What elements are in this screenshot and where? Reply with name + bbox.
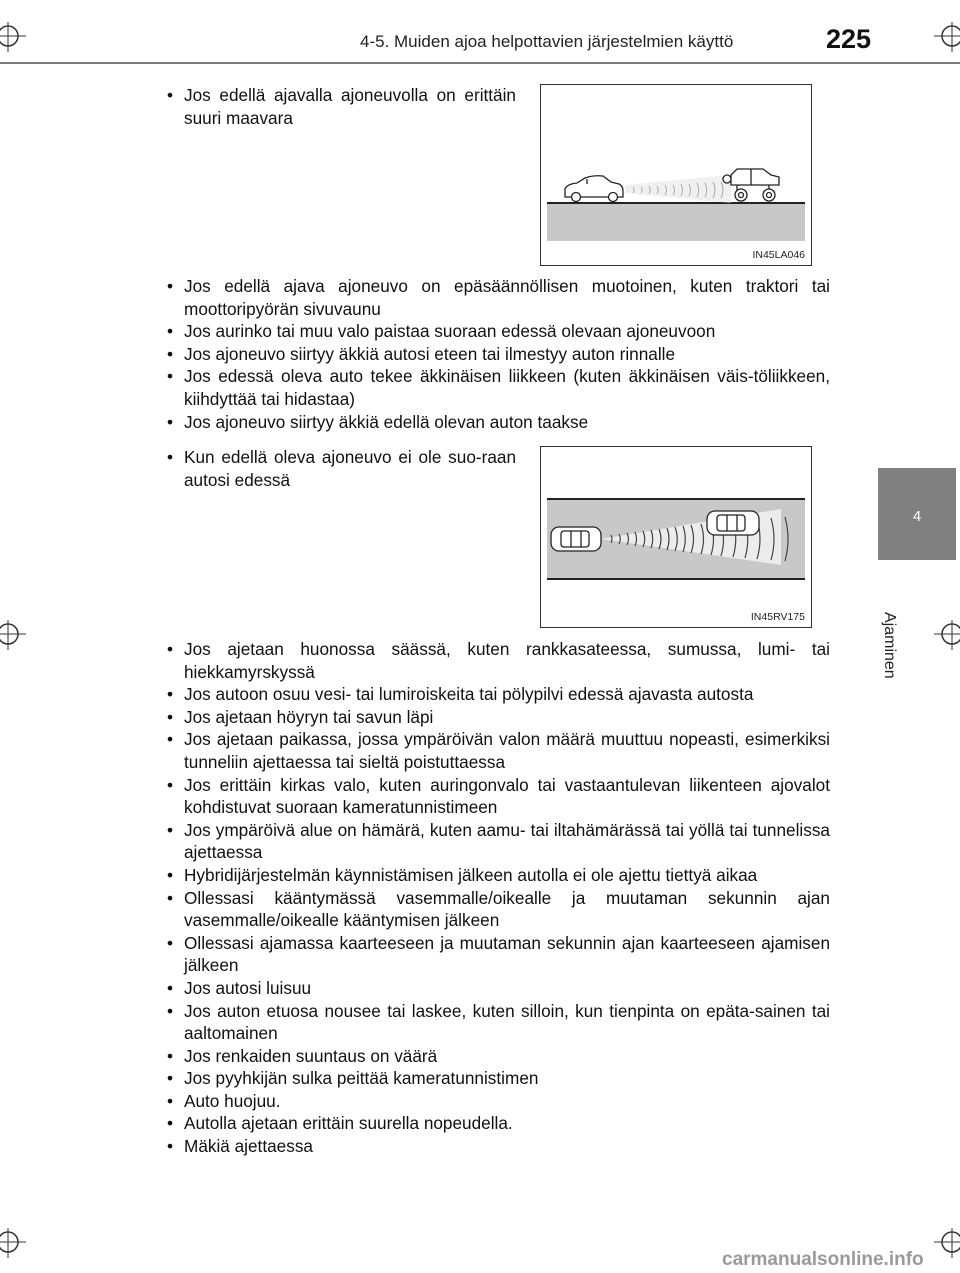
- list-item: • Jos ajoneuvo siirtyy äkkiä autosi eteen tai ilmestyy auton rinnalle: [160, 343, 830, 366]
- chapter-label-wrapper: [868, 612, 908, 732]
- registration-mark-bottom-right: [922, 1222, 960, 1262]
- list-item: • Jos auton etuosa nousee tai laskee, kuten silloin, kun tienpinta on epäta-sainen tai aaltomainen: [160, 1000, 830, 1045]
- registration-mark-mid-left: [0, 614, 40, 654]
- watermark-link[interactable]: carmanualsonline.info: [722, 1249, 924, 1270]
- own-car-icon: [565, 176, 623, 202]
- figure-code: IN45RV175: [750, 611, 805, 623]
- bullet-list-top: [160, 84, 516, 129]
- list-item: • Jos pyyhkijän sulka peittää kameratunnistimen: [160, 1067, 830, 1090]
- page-number: 225: [826, 24, 872, 54]
- section-title: 4-5. Muiden ajoa helpottavien järjestelmien käyttö: [360, 32, 734, 51]
- list-item: • Mäkiä ajettaessa: [160, 1135, 830, 1158]
- list-item: • Jos erittäin kirkas valo, kuten auringonvalo tai vastaantulevan liikenteen ajovalot kohdistuvat suoraan kameratunnistimeen: [160, 774, 830, 819]
- list-item: • Jos aurinko tai muu valo paistaa suoraan edessä olevaan ajoneuvoon: [160, 320, 830, 343]
- list-item: • Jos ajetaan paikassa, jossa ympäröivän valon määrä muuttuu nopeasti, esimerkiksi tunneliin ajettaessa tai sieltä poistuttaessa: [160, 728, 830, 773]
- bullet-list-second: [160, 446, 516, 491]
- leading-car-top-icon: [707, 511, 759, 535]
- list-item: • Auto huojuu.: [160, 1090, 830, 1113]
- list-item: • Jos ympäröivä alue on hämärä, kuten aamu- tai iltahämärässä tai yöllä tai tunnelissa ajettaessa: [160, 819, 830, 864]
- registration-mark-top-right: [922, 18, 960, 58]
- list-item: • Autolla ajetaan erittäin suurella nopeudella.: [160, 1112, 830, 1135]
- list-item: • Hybridijärjestelmän käynnistämisen jälkeen autolla ei ole ajettu tiettyä aikaa: [160, 864, 830, 887]
- list-item: • Jos edellä ajavalla ajoneuvolla on erittäin suuri maavara: [160, 84, 516, 129]
- list-item: • Ollessasi ajamassa kaarteeseen ja muutaman sekunnin ajan kaarteeseen ajamisen jälkeen: [160, 932, 830, 977]
- registration-mark-top-left: [0, 18, 40, 58]
- list-item: • Jos ajetaan höyryn tai savun läpi: [160, 706, 830, 729]
- own-car-top-icon: [551, 527, 601, 551]
- list-item: • Jos autoon osuu vesi- tai lumiroiskeita tai pölypilvi edessä ajavasta autosta: [160, 683, 830, 706]
- figure-code: IN45LA046: [752, 249, 805, 261]
- header-divider: [0, 62, 960, 64]
- road-surface: [547, 203, 805, 241]
- list-item: • Jos renkaiden suuntaus on väärä: [160, 1045, 830, 1068]
- high-clearance-illustration: [541, 85, 811, 265]
- list-item: • Jos edellä ajava ajoneuvo on epäsäännöllisen muotoinen, kuten traktori tai moottoripyörän sivuvaunu: [160, 275, 830, 320]
- figure-high-clearance-vehicle: [540, 84, 812, 266]
- bullet-list-bottom: [160, 638, 830, 1158]
- bullet-list-middle: [160, 275, 830, 433]
- list-item: • Ollessasi kääntymässä vasemmalle/oikealle ja muutaman sekunnin ajan vasemmalle/oikealle kääntymisen jälkeen: [160, 887, 830, 932]
- registration-mark-mid-right: [922, 614, 960, 654]
- off-road-vehicle-icon: [723, 169, 779, 201]
- list-item: • Jos ajoneuvo siirtyy äkkiä edellä olevan auton taakse: [160, 411, 830, 434]
- list-item: • Jos autosi luisuu: [160, 977, 830, 1000]
- chapter-number: 4: [912, 508, 922, 525]
- offset-vehicle-illustration: [541, 447, 811, 627]
- list-item: • Jos edessä oleva auto tekee äkkinäisen liikkeen (kuten äkkinäisen väis-töliikkeen, kiihdyttää tai hidastaa): [160, 365, 830, 410]
- chapter-label: Ajaminen: [881, 612, 898, 679]
- list-item: • Kun edellä oleva ajoneuvo ei ole suo-raan autosi edessä: [160, 446, 516, 491]
- list-item: • Jos ajetaan huonossa säässä, kuten rankkasateessa, sumussa, lumi- tai hiekkamyrskyssä: [160, 638, 830, 683]
- registration-mark-bottom-left: [0, 1222, 40, 1262]
- figure-offset-vehicle: [540, 446, 812, 628]
